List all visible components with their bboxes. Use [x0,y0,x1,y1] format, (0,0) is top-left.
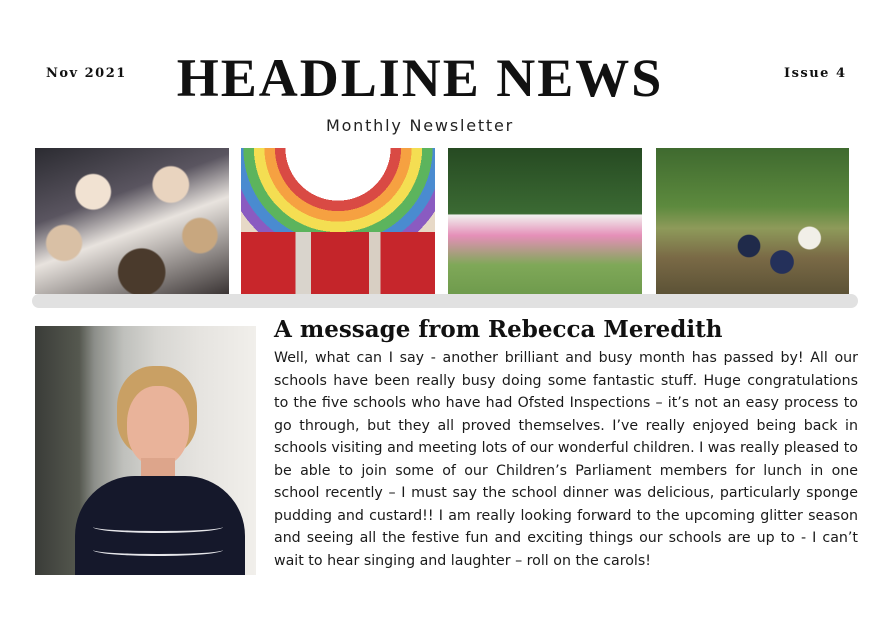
issue-number: Issue 4 [784,66,847,81]
portrait-top-pattern [93,544,223,556]
portrait-face [127,386,189,466]
title-text: HEADLINE NEWS [176,48,664,108]
photo-children-outdoors [448,148,642,294]
issue-date: Nov 2021 [46,66,127,81]
photo-children-hands [35,148,229,294]
article-heading: A message from Rebecca Meredith [274,316,723,343]
portrait-photo [35,326,256,575]
photo-rainbow-award [241,148,435,294]
article-body: Well, what can I say - another brilliant and busy month has passed by! All our schools have been really busy doing some fantastic stuff. Huge congratulations to the five schools who have had Ofsted Inspections – it’s not an easy process to go through, but they all proved themselves. I’ve really enjoyed being back in schools visiting and meeting lots of our wonderful children. I was really pleased to be able to join some of our Children’s Parliament members for lunch in one school recently – I must say the school dinner was delicious, particularly sponge pudding and custard!! I am really looking forward to the upcoming glitter season and seeing all the festive fun and exciting things our schools are up to - I can’t wait to hear singing and laughter – roll on the carols! [274,350,858,569]
portrait-top-pattern [93,521,223,533]
section-divider [32,294,858,308]
newsletter-title [0,46,840,110]
newsletter-subtitle: Monthly Newsletter [325,116,515,135]
photo-children-hillside [656,148,849,294]
